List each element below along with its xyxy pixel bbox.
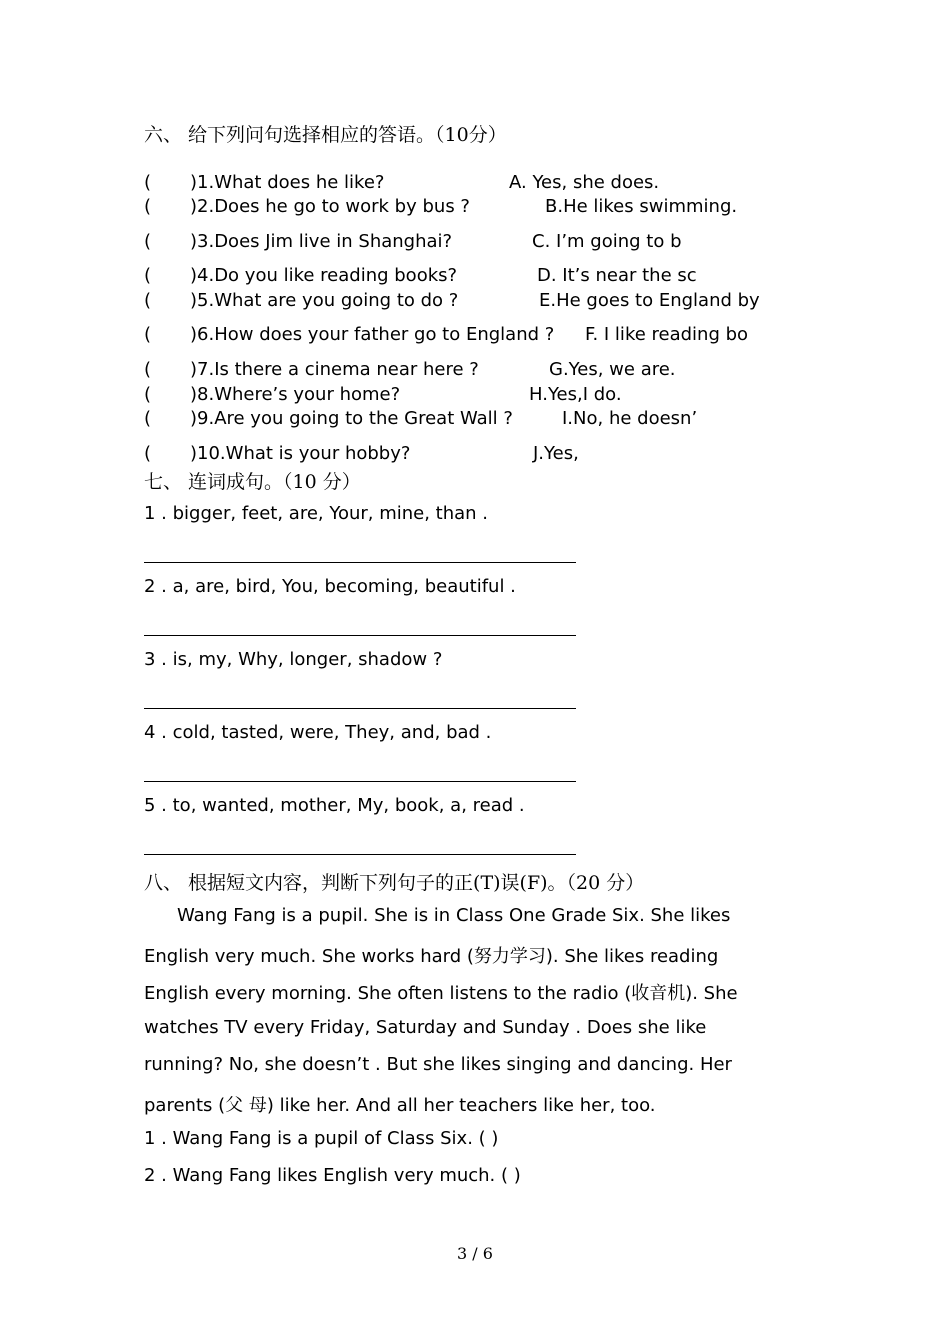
match-row-1 bbox=[144, 172, 844, 196]
answer-option: A. Yes, she does. bbox=[509, 172, 660, 193]
true-false-statement-1: 1 . Wang Fang is a pupil of Class Six. ( ) bbox=[144, 1128, 499, 1149]
match-row-5 bbox=[144, 290, 844, 314]
answer-option: C. I’m going to b bbox=[532, 231, 682, 252]
scrambled-sentence-1: 1 . bigger, feet, are, Your, mine, than . bbox=[144, 503, 489, 524]
true-false-statement-2: 2 . Wang Fang likes English very much. ( ) bbox=[144, 1165, 521, 1186]
answer-line-2[interactable] bbox=[144, 635, 576, 636]
answer-bracket: ( bbox=[144, 290, 152, 311]
question-text: )1.What does he like? bbox=[190, 172, 385, 193]
passage-line-1: Wang Fang is a pupil. She is in Class One Grade Six. She likes bbox=[177, 905, 731, 926]
answer-option: F. I like reading bo bbox=[585, 324, 749, 345]
answer-bracket: ( bbox=[144, 196, 152, 217]
answer-bracket: ( bbox=[144, 324, 152, 345]
match-row-6 bbox=[144, 324, 844, 348]
passage-line-2: English very much. She works hard (努力学习). She likes reading bbox=[144, 946, 719, 967]
answer-bracket: ( bbox=[144, 265, 152, 286]
scrambled-sentence-3: 3 . is, my, Why, longer, shadow ? bbox=[144, 649, 443, 670]
match-row-8 bbox=[144, 384, 844, 408]
match-row-10 bbox=[144, 443, 844, 467]
scrambled-sentence-4: 4 . cold, tasted, were, They, and, bad . bbox=[144, 722, 492, 743]
answer-option: G.Yes, we are. bbox=[549, 359, 676, 380]
answer-option: B.He likes swimming. bbox=[545, 196, 738, 217]
answer-bracket: ( bbox=[144, 231, 152, 252]
passage-line-6: parents (父 母) like her. And all her teachers like her, too. bbox=[144, 1095, 656, 1116]
scrambled-sentence-5: 5 . to, wanted, mother, My, book, a, read . bbox=[144, 795, 525, 816]
answer-bracket: ( bbox=[144, 384, 152, 405]
answer-option: I.No, he doesn’ bbox=[562, 408, 698, 429]
question-text: )5.What are you going to do ? bbox=[190, 290, 459, 311]
answer-line-3[interactable] bbox=[144, 708, 576, 709]
answer-option: E.He goes to England by bbox=[539, 290, 760, 311]
match-row-4 bbox=[144, 265, 844, 289]
section-7-title: 七、 连词成句。（10 分） bbox=[144, 471, 361, 493]
section-8-title: 八、 根据短文内容，判断下列句子的正(T)误(F)。（20 分） bbox=[144, 872, 645, 894]
question-text: )2.Does he go to work by bus ? bbox=[190, 196, 470, 217]
question-text: )3.Does Jim live in Shanghai? bbox=[190, 231, 453, 252]
passage-line-5: running? No, she doesn’t . But she likes singing and dancing. Her bbox=[144, 1054, 732, 1075]
question-text: )4.Do you like reading books? bbox=[190, 265, 458, 286]
question-text: )9.Are you going to the Great Wall ? bbox=[190, 408, 513, 429]
question-text: )7.Is there a cinema near here ? bbox=[190, 359, 479, 380]
question-text: )6.How does your father go to England ? bbox=[190, 324, 555, 345]
page-number: 3 / 6 bbox=[457, 1244, 493, 1263]
answer-option: J.Yes, bbox=[533, 443, 579, 464]
scrambled-sentence-2: 2 . a, are, bird, You, becoming, beautiful . bbox=[144, 576, 516, 597]
question-text: )10.What is your hobby? bbox=[190, 443, 411, 464]
answer-line-5[interactable] bbox=[144, 854, 576, 855]
match-row-9 bbox=[144, 408, 844, 432]
match-row-2 bbox=[144, 196, 844, 220]
answer-bracket: ( bbox=[144, 408, 152, 429]
match-row-3 bbox=[144, 231, 844, 255]
answer-bracket: ( bbox=[144, 359, 152, 380]
answer-line-4[interactable] bbox=[144, 781, 576, 782]
question-text: )8.Where’s your home? bbox=[190, 384, 401, 405]
answer-bracket: ( bbox=[144, 443, 152, 464]
answer-line-1[interactable] bbox=[144, 562, 576, 563]
passage-line-4: watches TV every Friday, Saturday and Sunday . Does she like bbox=[144, 1017, 707, 1038]
section-6-title: 六、 给下列问句选择相应的答语。（10分） bbox=[144, 124, 507, 146]
answer-option: H.Yes,I do. bbox=[529, 384, 622, 405]
passage-line-3: English every morning. She often listens to the radio (收音机). She bbox=[144, 983, 738, 1004]
match-row-7 bbox=[144, 359, 844, 383]
answer-option: D. It’s near the sc bbox=[537, 265, 697, 286]
answer-bracket: ( bbox=[144, 172, 152, 193]
